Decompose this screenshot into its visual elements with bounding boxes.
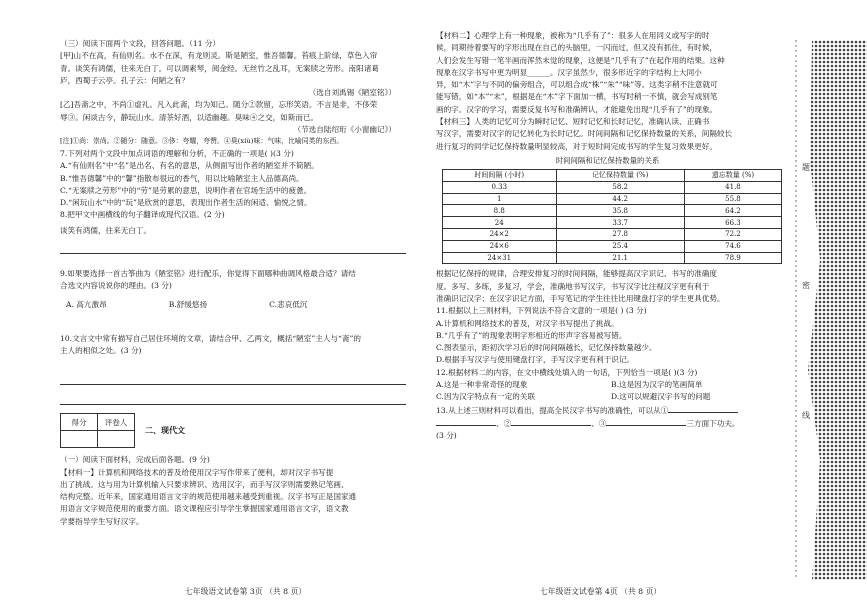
table-cell: 35.8 [556,205,684,217]
table-cell: 25.4 [556,240,684,252]
q11-option-d[interactable]: D.根据手写汉字与使用键盘打字，手写汉字更有利于识记。 [436,355,635,365]
material-2-line: 现象在汉字书写中更为明显______。汉字虽然少，很多形近字的字结构上大同小 [436,67,702,77]
answer-line[interactable] [60,371,406,385]
question-7: 7.下列对两个文段中加点词语的理解和分析，不正确的一项是( )(3 分) [60,148,294,158]
q11-option-b[interactable]: B.“几乎有了”的现象表明字形相近的形声字容易被写错。 [436,330,627,340]
q9-options [66,299,406,311]
option-b: B.“惟吾德馨”中的“馨”指散布很远的香气，用以比喻陋室主人品德高尚。 [60,173,304,183]
question-10-cont: 主人的相似之处。(3 分) [60,345,142,355]
table-cell: 1 [443,193,557,205]
section-title-modern: 二、现代文 [145,425,185,436]
text-line: 辱③。闲谈古今，静玩山水。清茶好酒，以适幽趣。臭味④之交，如斯而已。 [60,112,319,122]
column-header: 时间间隔 (小时) [443,169,557,181]
q13-blank-1[interactable] [668,404,738,413]
table-header-row [443,169,782,181]
option-d: D.“闲玩山水”中的“玩”是欣赏的意思，表现出作者生活的闲适、愉悦之情。 [60,198,312,208]
q13-text: 13.从上述三则材料可以看出，提高全民汉字书写的准确性，可以从① [436,405,669,415]
right-page [430,0,785,611]
q13-blank-2[interactable] [511,417,591,426]
answer-line[interactable] [60,391,406,405]
column-header: 记忆保持数量 (%) [556,169,684,181]
table-cell: 66.3 [684,217,781,229]
table-caption: 时间间隔和记忆保持数量的关系 [555,155,660,165]
material-2-line: 【材料二】心理学上有一种现象，被称为“几乎有了”：很多人在用同义或写字的时 [436,31,710,40]
q13-blank-1b[interactable] [436,417,496,426]
score-box-row [60,413,406,448]
translation-sentence: 谈笑有鸿儒，往来无白丁。 [60,225,152,235]
q13-marker-2: 、② [496,418,512,428]
q11-option-a[interactable]: A.计算机和网络技术的普及，对汉字书写提出了挑战。 [436,318,619,328]
table-cell: 41.8 [684,181,781,193]
table-cell: 27.8 [556,228,684,240]
left-page [0,0,420,611]
table-row [443,252,782,264]
material-3-line: 写汉字，需要对汉字的记忆转化为长时记忆。时间间隔和记忆保持数量的关系，间隔较长 [436,129,733,139]
text-line: [乙]吾斋之中，不尚①虚礼。凡入此斋，均为知己。随分②款留，忘形笑语。不言是非，不侈荣 [60,100,378,110]
strip-label: 密 [802,281,810,290]
q12-option-c[interactable]: C.因为汉字特点有一定的关联 [436,392,536,402]
q9-option-a[interactable]: A. 高亢激昂 [66,299,107,309]
column-header: 遗忘数量 (%) [684,169,781,181]
modern-intro: （一）阅读下面材料，完成后面各题。(9 分) [60,455,210,465]
option-c: C.“无案牍之劳形”中的“劳”是劳累的意思，说明作者在官场生活中的疲惫。 [60,185,312,195]
table-cell: 24×2 [443,228,557,240]
table-cell: 0.33 [443,181,557,193]
material-1-line: 学要指导学生写好汉字。 [60,516,144,526]
question-12: 12.根据材料二的内容，在文中横线处填入的一句话，下列恰当一项是( )(3 分) [436,367,698,377]
table-cell: 8.8 [443,205,557,217]
strip-label: 线 [802,411,810,420]
page-footer-right: 七年级语文试卷第 4页 （共 8 页） [540,587,662,596]
conclusion-line: 度。多写、多练，多复习，学会，准确地书写汉字，书写汉字比注视汉字更有利于 [436,281,710,291]
table-cell: 74.6 [684,240,781,252]
option-a: A.“有仙则名”中“名”是出名、有名的意思，从侧面写出作者的陋室并不简陋。 [60,161,319,171]
text-line: 庐，西蜀子云亭。孔子云：何陋之有？ [60,75,190,85]
table-cell: 24 [443,217,557,229]
conclusion-line: 准确识记汉字；在汉字识记方面，手写笔记的学生往往比用键盘打字的学生更具优势。 [436,293,725,303]
q9-option-c[interactable]: C.悲哀低沉 [269,299,308,309]
material-1-line: 出了挑战。这与用为计算机输入只要求辨识、选用汉字，而手写汉字则需要熟记笔画、 [60,479,349,489]
table-cell: 58.2 [556,181,684,193]
grader-cell[interactable] [98,431,135,448]
q13-marker-3: 、③ [591,418,607,428]
text-line: [甲]山不在高，有仙则名。水不在深，有龙则灵。斯是陋室，惟吾德馨。苔痕上阶绿，草色入帘 [60,51,378,61]
question-10: 10.文言文中常有描写自己居住环境的文章，请结合甲、乙两文，概括“陋室”主人与“斋”的 [60,333,361,343]
table-cell: 24×6 [443,240,557,252]
q13-tail: 三方面下功夫。 [686,418,740,428]
question-8: 8.把甲文中画横线的句子翻译成现代汉语。(2 分) [60,210,225,220]
q12-option-a[interactable]: A.这是一种非常奇怪的现象 [436,380,528,390]
material-2-line: 异，如“木”字与不同的偏旁组合，可以组合成“株”“朱”“味”等。这类字稍不注意就可 [436,80,718,90]
q13-points: (3 分) [436,431,457,441]
question-13 [436,404,779,417]
source-citation: （节选自陆绍珩《小窗幽记》） [293,125,396,135]
table-cell: 55.8 [684,193,781,205]
question-9: 9.如果要选择一首古筝曲为《陋室铭》进行配乐，你觉得下面哪种曲调风格最合适？请结 [60,269,356,279]
question-11: 11.根据以上三则材料，下列说法不符合文意的一项是( ) (3 分) [436,306,647,316]
table-cell: 24×31 [443,252,557,264]
question-9-cont: 合选文内容说说你的理由。(3 分) [60,281,172,291]
score-label: 得分 [61,414,98,431]
table-cell: 78.9 [684,252,781,264]
text-line: 青。谈笑有鸿儒，往来无白丁。可以调素琴，阅金经。无丝竹之乱耳，无案牍之劳形。南阳诸葛 [60,63,379,73]
binding-strip [790,40,867,580]
table-cell: 44.2 [556,193,684,205]
material-2-line: 能写错，如“本”“末”，根据是在“木”字下面加一横，书写时稍一不慎，就会写成别笔 [436,92,718,102]
source-citation: （选自刘禹锡《陋室铭》） [308,88,396,98]
halftone-pattern [790,40,867,580]
table-row [443,228,782,240]
q13-blank-3[interactable] [606,417,686,426]
q12-option-d[interactable]: D.这可以规避汉字书写的问题 [611,392,711,402]
material-1-line: 结构完整。近年来，国家通用语言文字的规范使用越来越受到重视。汉字书写正是国家通 [60,492,357,502]
memory-table [442,169,782,264]
material-1-line: 【材料一】计算机和网络技术的普及给使用汉字写作带来了便利，却对汉字书写提 [60,467,334,477]
material-3-line: 【材料三】人类的记忆可分为瞬时记忆、短时记忆和长时记忆，准确认读、正确书 [436,117,710,127]
strip-label: 题 [802,163,810,172]
q11-option-c[interactable]: C.图表显示，距初次学习后的时间间隔越长，记忆保持数量越少。 [436,343,657,353]
material-2-line: 人们会发生写错一笔半画而浑然未觉的现象，这便是“几乎有了”在起作用的结果。这种 [436,55,725,65]
table-cell: 33.7 [556,217,684,229]
table-cell: 64.2 [684,205,781,217]
table-cell: 72.2 [684,228,781,240]
material-1-line: 用语言文字规范使用的重要方面。语文课程应引导学生掌握国家通用语言文字，语文教 [60,504,349,514]
material-3-line: 进行复习的同学记忆保持数量明显较高，对于短时间完成书写的学生复习效果更好。 [436,141,717,151]
table-row [443,193,782,205]
page-footer-left: 七年级语文试卷第 3页 （共 8 页） [185,587,307,596]
table-row [443,205,782,217]
table-row [443,240,782,252]
score-table [60,413,135,448]
q12-options-row2 [436,391,779,403]
q12-options-row1 [436,379,779,391]
annotation-note: [注]①尚：崇尚。②随分：随意。③侈：夸耀，夸赞。④臭(xiù)味：气味，比喻同类的东西。 [60,137,344,146]
table-row [443,181,782,193]
section-heading-3: （三）阅读下面两个文段，回答问题。（11 分） [60,39,221,48]
grader-label: 评卷人 [98,414,135,431]
q9-option-b[interactable]: B.舒缓悠扬 [168,299,208,309]
question-13-cont [436,417,779,430]
score-cell[interactable] [61,431,98,448]
table-row [443,217,782,229]
conclusion-line: 根据记忆保持的规律，合理安排复习的时间间隔，能够提高汉字识记、书写的准确度 [436,269,717,279]
q12-option-b[interactable]: B.这是因为汉字的笔画简单 [611,380,703,390]
material-2-line: 候，同期待着要写的字形出现在自己的头脑里，一闪而过，但又没有抓住，有时候， [436,43,717,53]
material-2-line: 画的字。汉字的学习，需要反复书写和准确辨认，才能避免出现“几乎有了”的现象。 [436,104,718,114]
answer-line[interactable] [60,243,406,254]
table-cell: 21.1 [556,252,684,264]
